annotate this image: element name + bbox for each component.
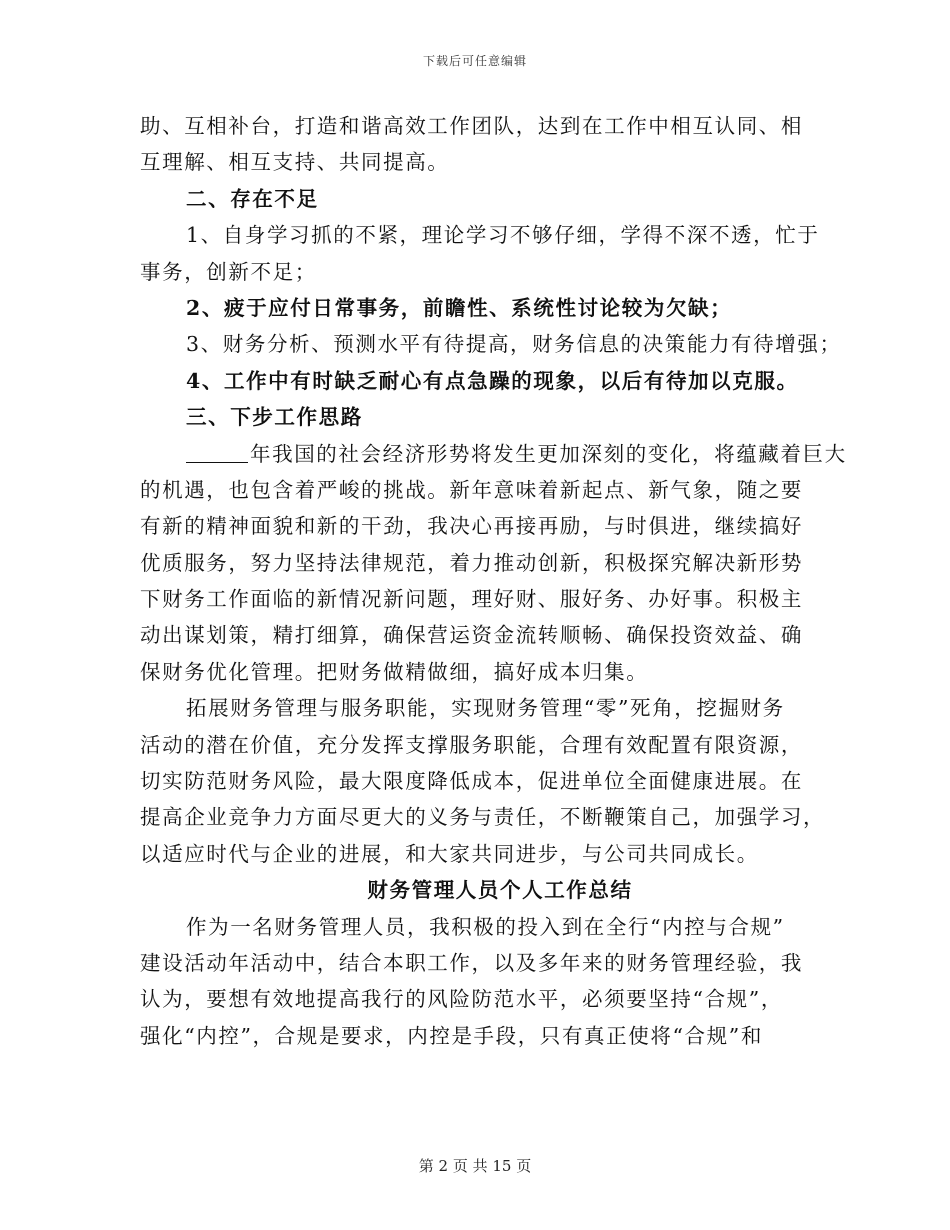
body-line: 动出谋划策，精打细算，确保营运资金流转顺畅、确保投资效益、确 <box>140 623 803 648</box>
body-line: 1、自身学习抓的不紧，理论学习不够仔细，学得不深不透，忙于 <box>186 223 820 248</box>
body-line: 以适应时代与企业的进展，和大家共同进步，与公司共同成长。 <box>140 841 759 866</box>
body-line: 的机遇，也包含着严峻的挑战。新年意味着新起点、新气象，随之要 <box>140 477 803 502</box>
body-line: 3、财务分析、预测水平有待提高，财务信息的决策能力有待增强； <box>186 332 842 357</box>
body-line: 强化“内控”，合规是要求，内控是手段，只有真正使将“合规”和 <box>140 1023 763 1048</box>
body-line: 事务，创新不足； <box>140 259 317 284</box>
body-line: 建设活动年活动中，结合本职工作，以及多年来的财务管理经验，我 <box>140 950 803 975</box>
body-line: 切实防范财务风险，最大限度降低成本，促进单位全面健康进展。在 <box>140 769 803 794</box>
document-body <box>140 108 847 1054</box>
body-line: 作为一名财务管理人员，我积极的投入到在全行“内控与合规” <box>186 914 785 939</box>
section-heading-shortcomings: 二、存在不足 <box>186 186 319 211</box>
page-header-note: 下载后可任意编辑 <box>422 54 527 68</box>
body-line-bold: 2、疲于应付日常事务，前瞻性、系统性讨论较为欠缺； <box>186 295 733 320</box>
body-line: 助、互相补台，打造和谐高效工作团队，达到在工作中相互认同、相 <box>140 114 803 138</box>
body-line: 互理解、相互支持、共同提高。 <box>140 150 450 175</box>
body-line: 优质服务，努力坚持法律规范，着力推动创新，积极探究解决新形势 <box>140 550 803 575</box>
page-number: 第 2 页 共 15 页 <box>418 1157 532 1175</box>
body-line: 提高企业竞争力方面尽更大的义务与责任，不断鞭策自己，加强学习， <box>140 805 826 830</box>
body-line-with-blank <box>140 436 847 472</box>
body-line: 拓展财务管理与服务职能，实现财务管理“零”死角，挖掘财务 <box>186 696 785 721</box>
section-heading-next-steps: 三、下步工作思路 <box>186 405 363 430</box>
body-line-text: 年我国的社会经济形势将发生更加深刻的变化，将蕴藏着巨大 <box>250 441 847 466</box>
article-title: 财务管理人员个人工作总结 <box>367 878 633 903</box>
body-line: 下财务工作面临的新情况新问题，理好财、服好务、办好事。积极主 <box>140 587 803 612</box>
body-line: 认为，要想有效地提高我行的风险防范水平，必须要坚持“合规”， <box>140 987 783 1012</box>
fill-in-blank <box>186 438 248 463</box>
body-line-bold: 4、工作中有时缺乏耐心有点急躁的现象，以后有待加以克服。 <box>186 368 799 393</box>
body-line: 有新的精神面貌和新的干劲，我决心再接再励，与时俱进，继续搞好 <box>140 514 803 539</box>
body-line: 活动的潜在价值，充分发挥支撑服务职能，合理有效配置有限资源， <box>140 732 803 757</box>
body-line: 保财务优化管理。把财务做精做细，搞好成本归集。 <box>140 659 649 684</box>
